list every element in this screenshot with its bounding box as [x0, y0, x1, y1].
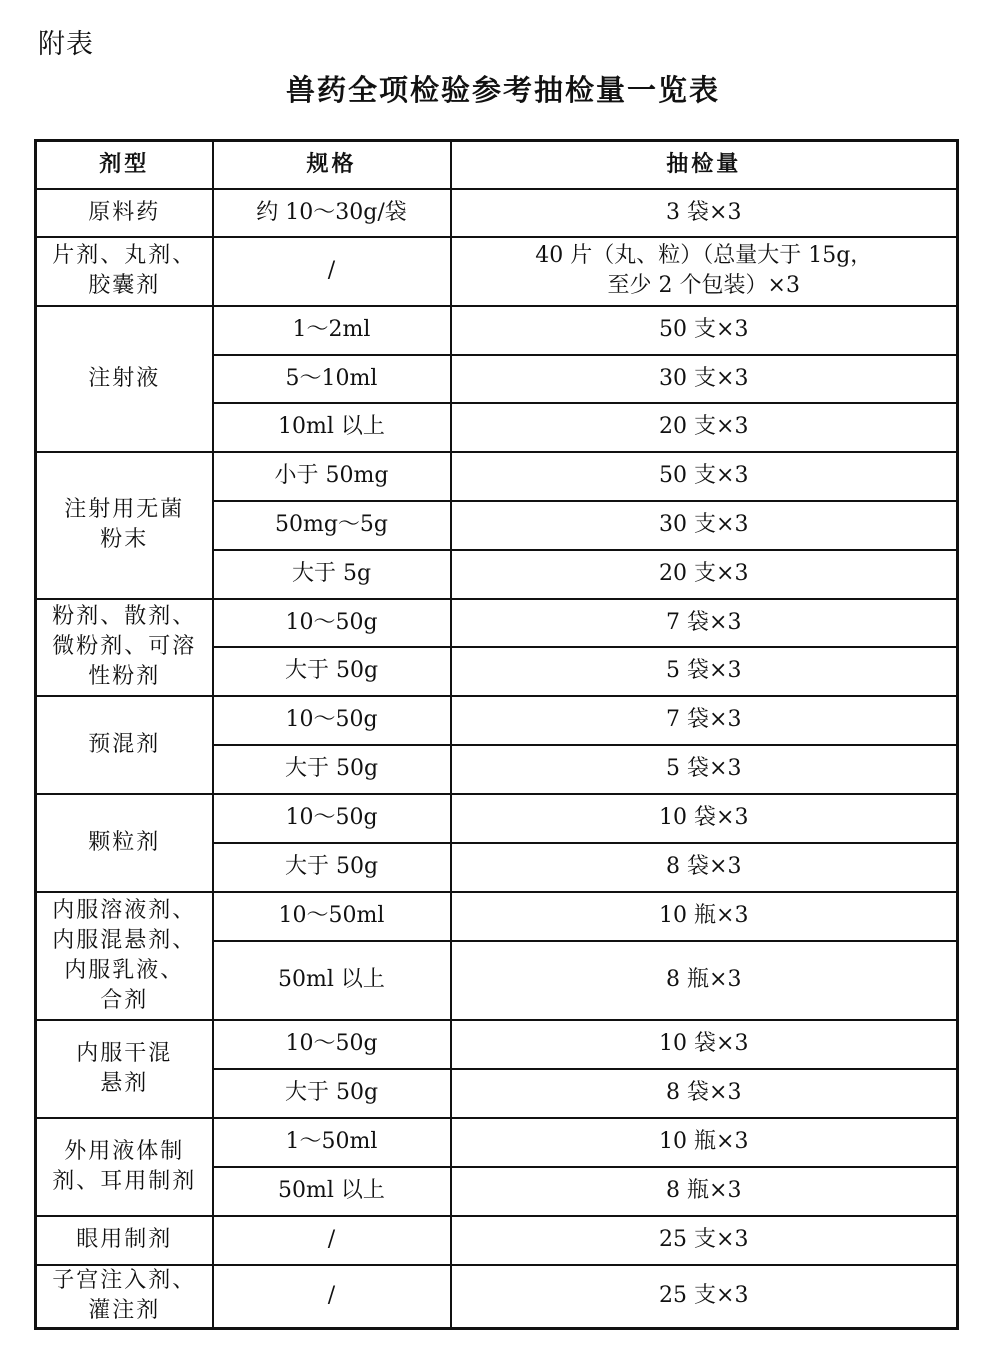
sampling-quantity-line: 3 袋×3: [666, 199, 742, 225]
dosage-form-cell: [36, 696, 213, 794]
dosage-form-cell: [36, 892, 213, 1020]
dosage-form-cell: [36, 452, 213, 599]
sampling-quantity-line: 8 袋×3: [666, 1080, 742, 1105]
sampling-quantity-line: 7 袋×3: [666, 707, 742, 732]
dosage-form-line: 内服干混: [76, 1040, 173, 1066]
sampling-quantity-cell: [451, 1265, 958, 1329]
dosage-form-line: 片剂、丸剂、: [52, 243, 197, 268]
sampling-quantity-cell: [451, 1118, 958, 1167]
dosage-form-line: 粉末: [100, 527, 149, 552]
table-row: [36, 306, 958, 355]
dosage-form-cell: [36, 1265, 213, 1329]
sampling-quantity-line: 25 支×3: [659, 1283, 749, 1309]
specification-cell: 大于 50g: [213, 843, 451, 892]
dosage-form-line: 外用液体制: [64, 1138, 185, 1164]
sampling-quantity-cell: [451, 452, 958, 501]
sampling-quantity-cell: [451, 501, 958, 550]
dosage-form-cell: [36, 189, 213, 237]
specification-cell: 约 10～30g/袋: [213, 189, 451, 237]
dosage-form-line: 预混剂: [88, 731, 161, 757]
header-specification: 规格: [213, 141, 451, 189]
table-row: [36, 452, 958, 501]
table-row: [36, 237, 958, 306]
sampling-quantity-cell: [451, 1020, 958, 1069]
sampling-quantity-line: 5 袋×3: [666, 658, 742, 683]
specification-cell: 大于 5g: [213, 550, 451, 599]
sampling-quantity-line: 20 支×3: [659, 414, 749, 439]
appendix-label: 附表: [38, 29, 94, 60]
dosage-form-cell: [36, 1020, 213, 1118]
sampling-quantity-cell: [451, 355, 958, 403]
sampling-quantity-line: 至少 2 个包装）×3: [607, 273, 800, 298]
dosage-form-cell: [36, 237, 213, 306]
sampling-quantity-line: 7 袋×3: [666, 609, 742, 635]
sampling-quantity-line: 8 瓶×3: [666, 1178, 742, 1203]
dosage-form-line: 注射液: [88, 365, 161, 391]
sampling-quantity-cell: [451, 1167, 958, 1216]
sampling-quantity-line: 10 袋×3: [659, 805, 749, 830]
specification-cell: 1～2ml: [213, 306, 451, 355]
table-row: [36, 794, 958, 843]
dosage-form-cell: [36, 306, 213, 452]
specification-cell: 大于 50g: [213, 1069, 451, 1118]
sampling-quantity-cell: [451, 892, 958, 941]
specification-cell: 1～50ml: [213, 1118, 451, 1167]
sampling-quantity-cell: [451, 306, 958, 355]
specification-cell: 10～50g: [213, 599, 451, 647]
specification-cell: 10ml 以上: [213, 403, 451, 452]
specification-cell: 50ml 以上: [213, 1167, 451, 1216]
table-row: [36, 1118, 958, 1167]
specification-cell: 50ml 以上: [213, 941, 451, 1020]
sampling-quantity-cell: [451, 647, 958, 696]
sampling-quantity-line: 50 支×3: [659, 463, 749, 488]
sampling-quantity-table: [34, 139, 959, 1330]
sampling-quantity-line: 40 片（丸、粒）（总量大于 15g，: [535, 243, 873, 268]
specification-cell: /: [213, 237, 451, 306]
table-row: [36, 1020, 958, 1069]
sampling-quantity-cell: [451, 696, 958, 745]
dosage-form-line: 内服乳液、: [64, 957, 185, 983]
specification-cell: /: [213, 1265, 451, 1329]
sampling-quantity-cell: [451, 843, 958, 892]
dosage-form-line: 合剂: [100, 987, 149, 1013]
sampling-quantity-line: 30 支×3: [659, 365, 749, 391]
sampling-quantity-line: 20 支×3: [659, 561, 749, 586]
sampling-quantity-cell: [451, 550, 958, 599]
specification-cell: 10～50g: [213, 696, 451, 745]
specification-cell: /: [213, 1216, 451, 1265]
specification-cell: 10～50g: [213, 1020, 451, 1069]
dosage-form-line: 微粉剂、可溶: [52, 634, 197, 659]
page-title: 兽药全项检验参考抽检量一览表: [285, 73, 720, 107]
header-sampling-quantity: 抽检量: [451, 141, 958, 189]
dosage-form-line: 注射用无菌: [64, 497, 185, 522]
table-row: [36, 696, 958, 745]
dosage-form-line: 眼用制剂: [76, 1227, 173, 1252]
dosage-form-cell: [36, 599, 213, 696]
table-row: [36, 189, 958, 237]
header-dosage-form: 剂型: [36, 141, 213, 189]
sampling-quantity-line: 25 支×3: [659, 1227, 749, 1252]
dosage-form-line: 子宫注入剂、: [52, 1268, 197, 1294]
specification-cell: 50mg～5g: [213, 501, 451, 550]
sampling-quantity-line: 10 袋×3: [659, 1031, 749, 1056]
sampling-quantity-line: 30 支×3: [659, 512, 749, 537]
specification-cell: 大于 50g: [213, 647, 451, 696]
specification-cell: 小于 50mg: [213, 452, 451, 501]
dosage-form-line: 胶囊剂: [88, 273, 161, 298]
sampling-quantity-cell: [451, 941, 958, 1020]
sampling-quantity-cell: [451, 189, 958, 237]
sampling-quantity-cell: [451, 1216, 958, 1265]
table-row: [36, 892, 958, 941]
sampling-quantity-line: 8 瓶×3: [666, 967, 742, 992]
specification-cell: 10～50g: [213, 794, 451, 843]
sampling-quantity-cell: [451, 599, 958, 647]
dosage-form-line: 剂、耳用制剂: [52, 1168, 197, 1194]
specification-cell: 5～10ml: [213, 355, 451, 403]
dosage-form-line: 内服混悬剂、: [52, 927, 197, 953]
table-row: [36, 1216, 958, 1265]
dosage-form-line: 性粉剂: [88, 664, 161, 689]
sampling-quantity-line: 8 袋×3: [666, 854, 742, 879]
table-row: [36, 599, 958, 647]
dosage-form-line: 粉剂、散剂、: [52, 604, 197, 629]
sampling-quantity-cell: [451, 237, 958, 306]
table-header-row: [36, 141, 958, 189]
table-row: [36, 1265, 958, 1329]
dosage-form-line: 悬剂: [100, 1070, 149, 1096]
dosage-form-cell: [36, 1118, 213, 1216]
sampling-quantity-cell: [451, 403, 958, 452]
sampling-quantity-line: 10 瓶×3: [659, 903, 749, 928]
sampling-quantity-cell: [451, 794, 958, 843]
dosage-form-line: 内服溶液剂、: [52, 897, 197, 923]
sampling-quantity-cell: [451, 1069, 958, 1118]
dosage-form-line: 原料药: [88, 199, 161, 225]
specification-cell: 大于 50g: [213, 745, 451, 794]
sampling-quantity-line: 10 瓶×3: [659, 1129, 749, 1154]
sampling-quantity-cell: [451, 745, 958, 794]
specification-cell: 10～50ml: [213, 892, 451, 941]
dosage-form-line: 灌注剂: [88, 1298, 161, 1324]
sampling-quantity-line: 5 袋×3: [666, 756, 742, 781]
dosage-form-cell: [36, 794, 213, 892]
dosage-form-cell: [36, 1216, 213, 1265]
sampling-quantity-line: 50 支×3: [659, 317, 749, 342]
table-body: [36, 189, 958, 1329]
dosage-form-line: 颗粒剂: [88, 829, 161, 855]
